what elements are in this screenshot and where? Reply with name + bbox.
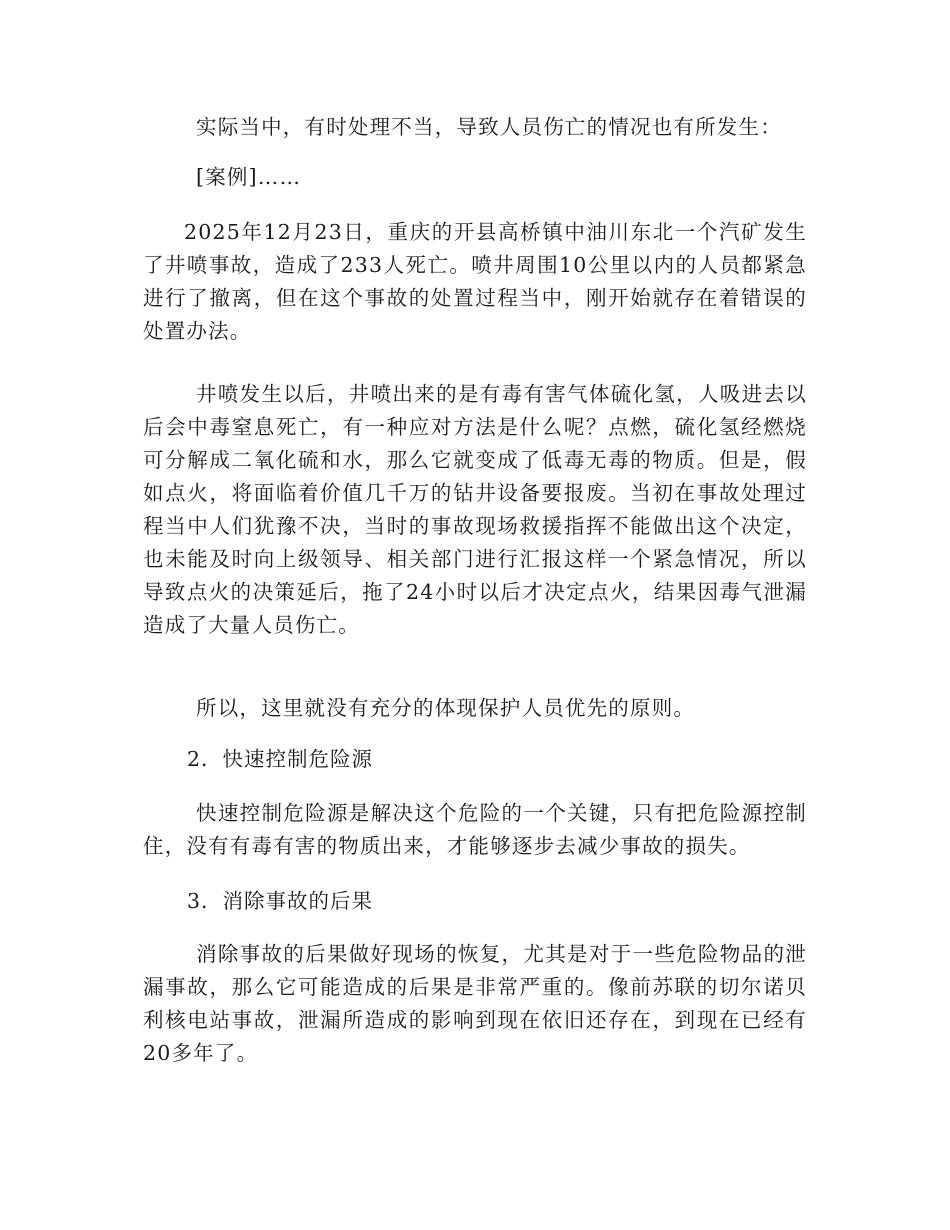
paragraph-blowout-analysis: 井喷发生以后，井喷出来的是有毒有害气体硫化氢，人吸进去以后会中毒窒息死亡，有一种应对方法是什么呢？点燃，硫化氢经燃烧可分解成二氧化硫和水，那么它就变成了低毒无毒的物质。但是，假如点火，将面临着价值几千万的钻井设备要报废。当初在事故处理过程当中人们犹豫不决，当时的事故现场救援指挥不能做出这个决定，也未能及时向上级领导、相关部门进行汇报这样一个紧急情况，所以导致点火的决策延后，拖了24小时以后才决定点火，结果因毒气泄漏造成了大量人员伤亡。 — [143, 382, 807, 637]
paragraph-eliminate-consequences: 消除事故的后果做好现场的恢复，尤其是对于一些危险物品的泄漏事故，那么它可能造成的后果是非常严重的。像前苏联的切尔诺贝利核电站事故，泄漏所造成的影响到现在依旧还存在，到现在已经有20多年了。 — [143, 942, 807, 1065]
paragraph-case-label: [案例]…… — [196, 165, 302, 189]
paragraph-control-hazard: 快速控制危险源是解决这个危险的一个关键，只有把危险源控制住，没有有毒有害的物质出来，才能够逐步去减少事故的损失。 — [143, 801, 807, 858]
paragraph-intro: 实际当中，有时处理不当，导致人员伤亡的情况也有所发生： — [196, 115, 782, 139]
paragraph-case-description: 2025年12月23日，重庆的开县高桥镇中油川东北一个汽矿发生了井喷事故，造成了233人死亡。喷井周围10公里以内的人员都紧急进行了撤离，但在这个事故的处置过程当中，刚开始就存在着错误的处置办法。 — [143, 220, 807, 343]
paragraph-conclusion: 所以，这里就没有充分的体现保护人员优先的原则。 — [196, 696, 696, 720]
section-heading-3: 3．消除事故的后果 — [187, 889, 374, 913]
section-heading-2: 2．快速控制危险源 — [187, 747, 374, 771]
